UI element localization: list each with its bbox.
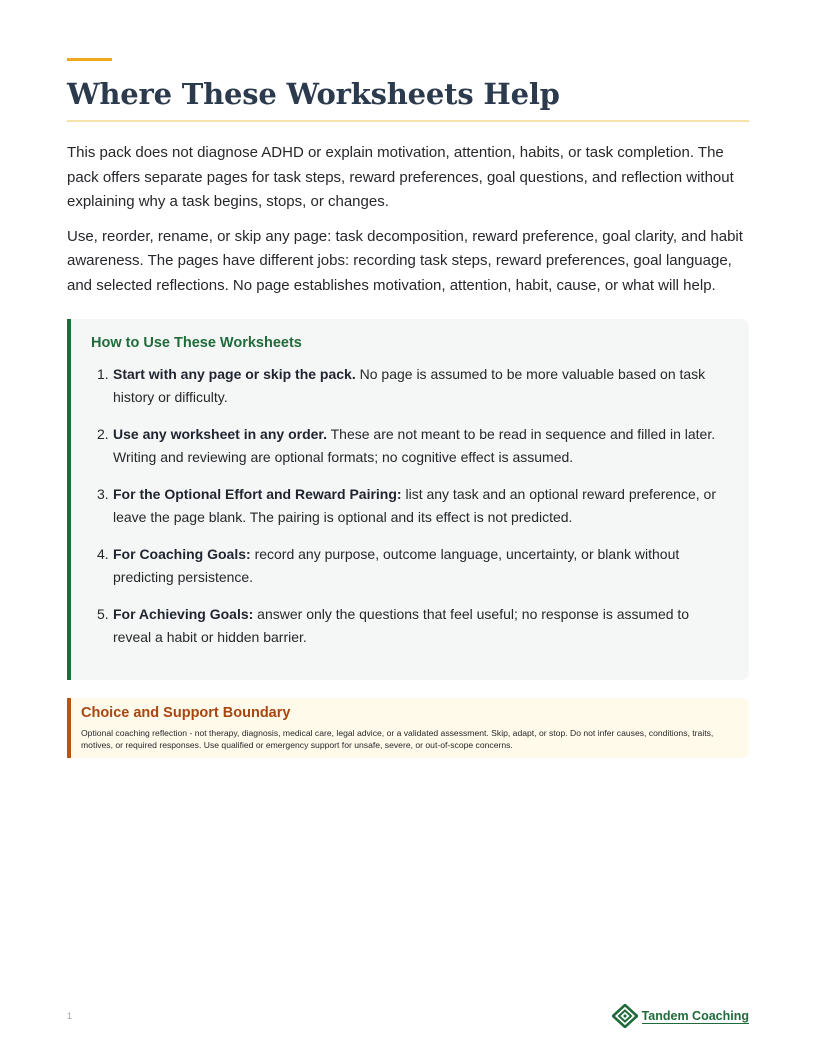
list-item-number: 3. xyxy=(97,486,109,502)
list-item-lead: Use any worksheet in any order. xyxy=(113,426,327,442)
list-item-lead: For Coaching Goals: xyxy=(113,546,251,562)
list-item-number: 4. xyxy=(97,546,109,562)
list-item-text: These are not meant to be read in sequence and filled in later. Writing and reviewing are optional formats; no cognitive effect is assumed. xyxy=(113,426,716,465)
list-item-lead: For Achieving Goals: xyxy=(113,606,254,622)
list-item xyxy=(91,423,721,469)
intro-section xyxy=(67,141,749,308)
page-title: Where These Worksheets Help xyxy=(67,77,560,111)
boundary-text: Optional coaching reflection - not therapy, diagnosis, medical care, legal advice, or a validated assessment. Skip, adapt, or stop. Do not infer causes, conditions, traits, motives, or required responses. Use qualified or emergency support for unsafe, severe, or out-of-scope concerns. xyxy=(81,728,714,750)
page-number: 1 xyxy=(67,1011,73,1021)
support-boundary-callout xyxy=(67,698,749,758)
list-item-text: list any task and an optional reward preference, or leave the page blank. The pairing is optional and its effect is not predicted. xyxy=(113,486,716,525)
title-divider xyxy=(67,120,749,122)
list-item-lead: Start with any page or skip the pack. xyxy=(113,366,356,382)
list-item-text: answer only the questions that feel useful; no response is assumed to reveal a habit or hidden barrier. xyxy=(113,606,690,645)
title-accent-bar xyxy=(67,58,112,61)
boundary-title: Choice and Support Boundary xyxy=(81,705,291,721)
tandem-diamond-logo-icon xyxy=(612,1004,638,1028)
how-to-use-list xyxy=(91,363,721,663)
how-to-use-title: How to Use These Worksheets xyxy=(91,335,302,351)
brand-name: Tandem Coaching xyxy=(641,1008,749,1023)
list-item-number: 1. xyxy=(97,366,109,382)
intro-paragraph-2: Use, reorder, rename, or skip any page: task decomposition, reward preference, goal clarity, and habit awareness. The pages have different jobs: recording task steps, reward preferences, goal language, and selected reflections. No page establishes motivation, attention, habit, cause, or what will help. xyxy=(67,227,743,294)
list-item-number: 5. xyxy=(97,606,109,622)
brand-logo xyxy=(612,1004,749,1028)
list-item xyxy=(91,603,721,649)
list-item-lead: For the Optional Effort and Reward Pairing: xyxy=(113,486,402,502)
list-item-text: No page is assumed to be more valuable based on task history or difficulty. xyxy=(113,366,706,405)
list-item xyxy=(91,543,721,589)
list-item-text: record any purpose, outcome language, uncertainty, or blank without predicting persistence. xyxy=(113,546,680,585)
list-item xyxy=(91,363,721,409)
worksheet-page xyxy=(67,0,749,1056)
how-to-use-callout xyxy=(67,319,749,680)
list-item xyxy=(91,483,721,529)
intro-paragraph-1: This pack does not diagnose ADHD or explain motivation, attention, habits, or task completion. The pack offers separate pages for task steps, reward preferences, goal questions, and reflection without explaining why a task begins, stops, or changes. xyxy=(67,144,734,210)
list-item-number: 2. xyxy=(97,426,109,442)
